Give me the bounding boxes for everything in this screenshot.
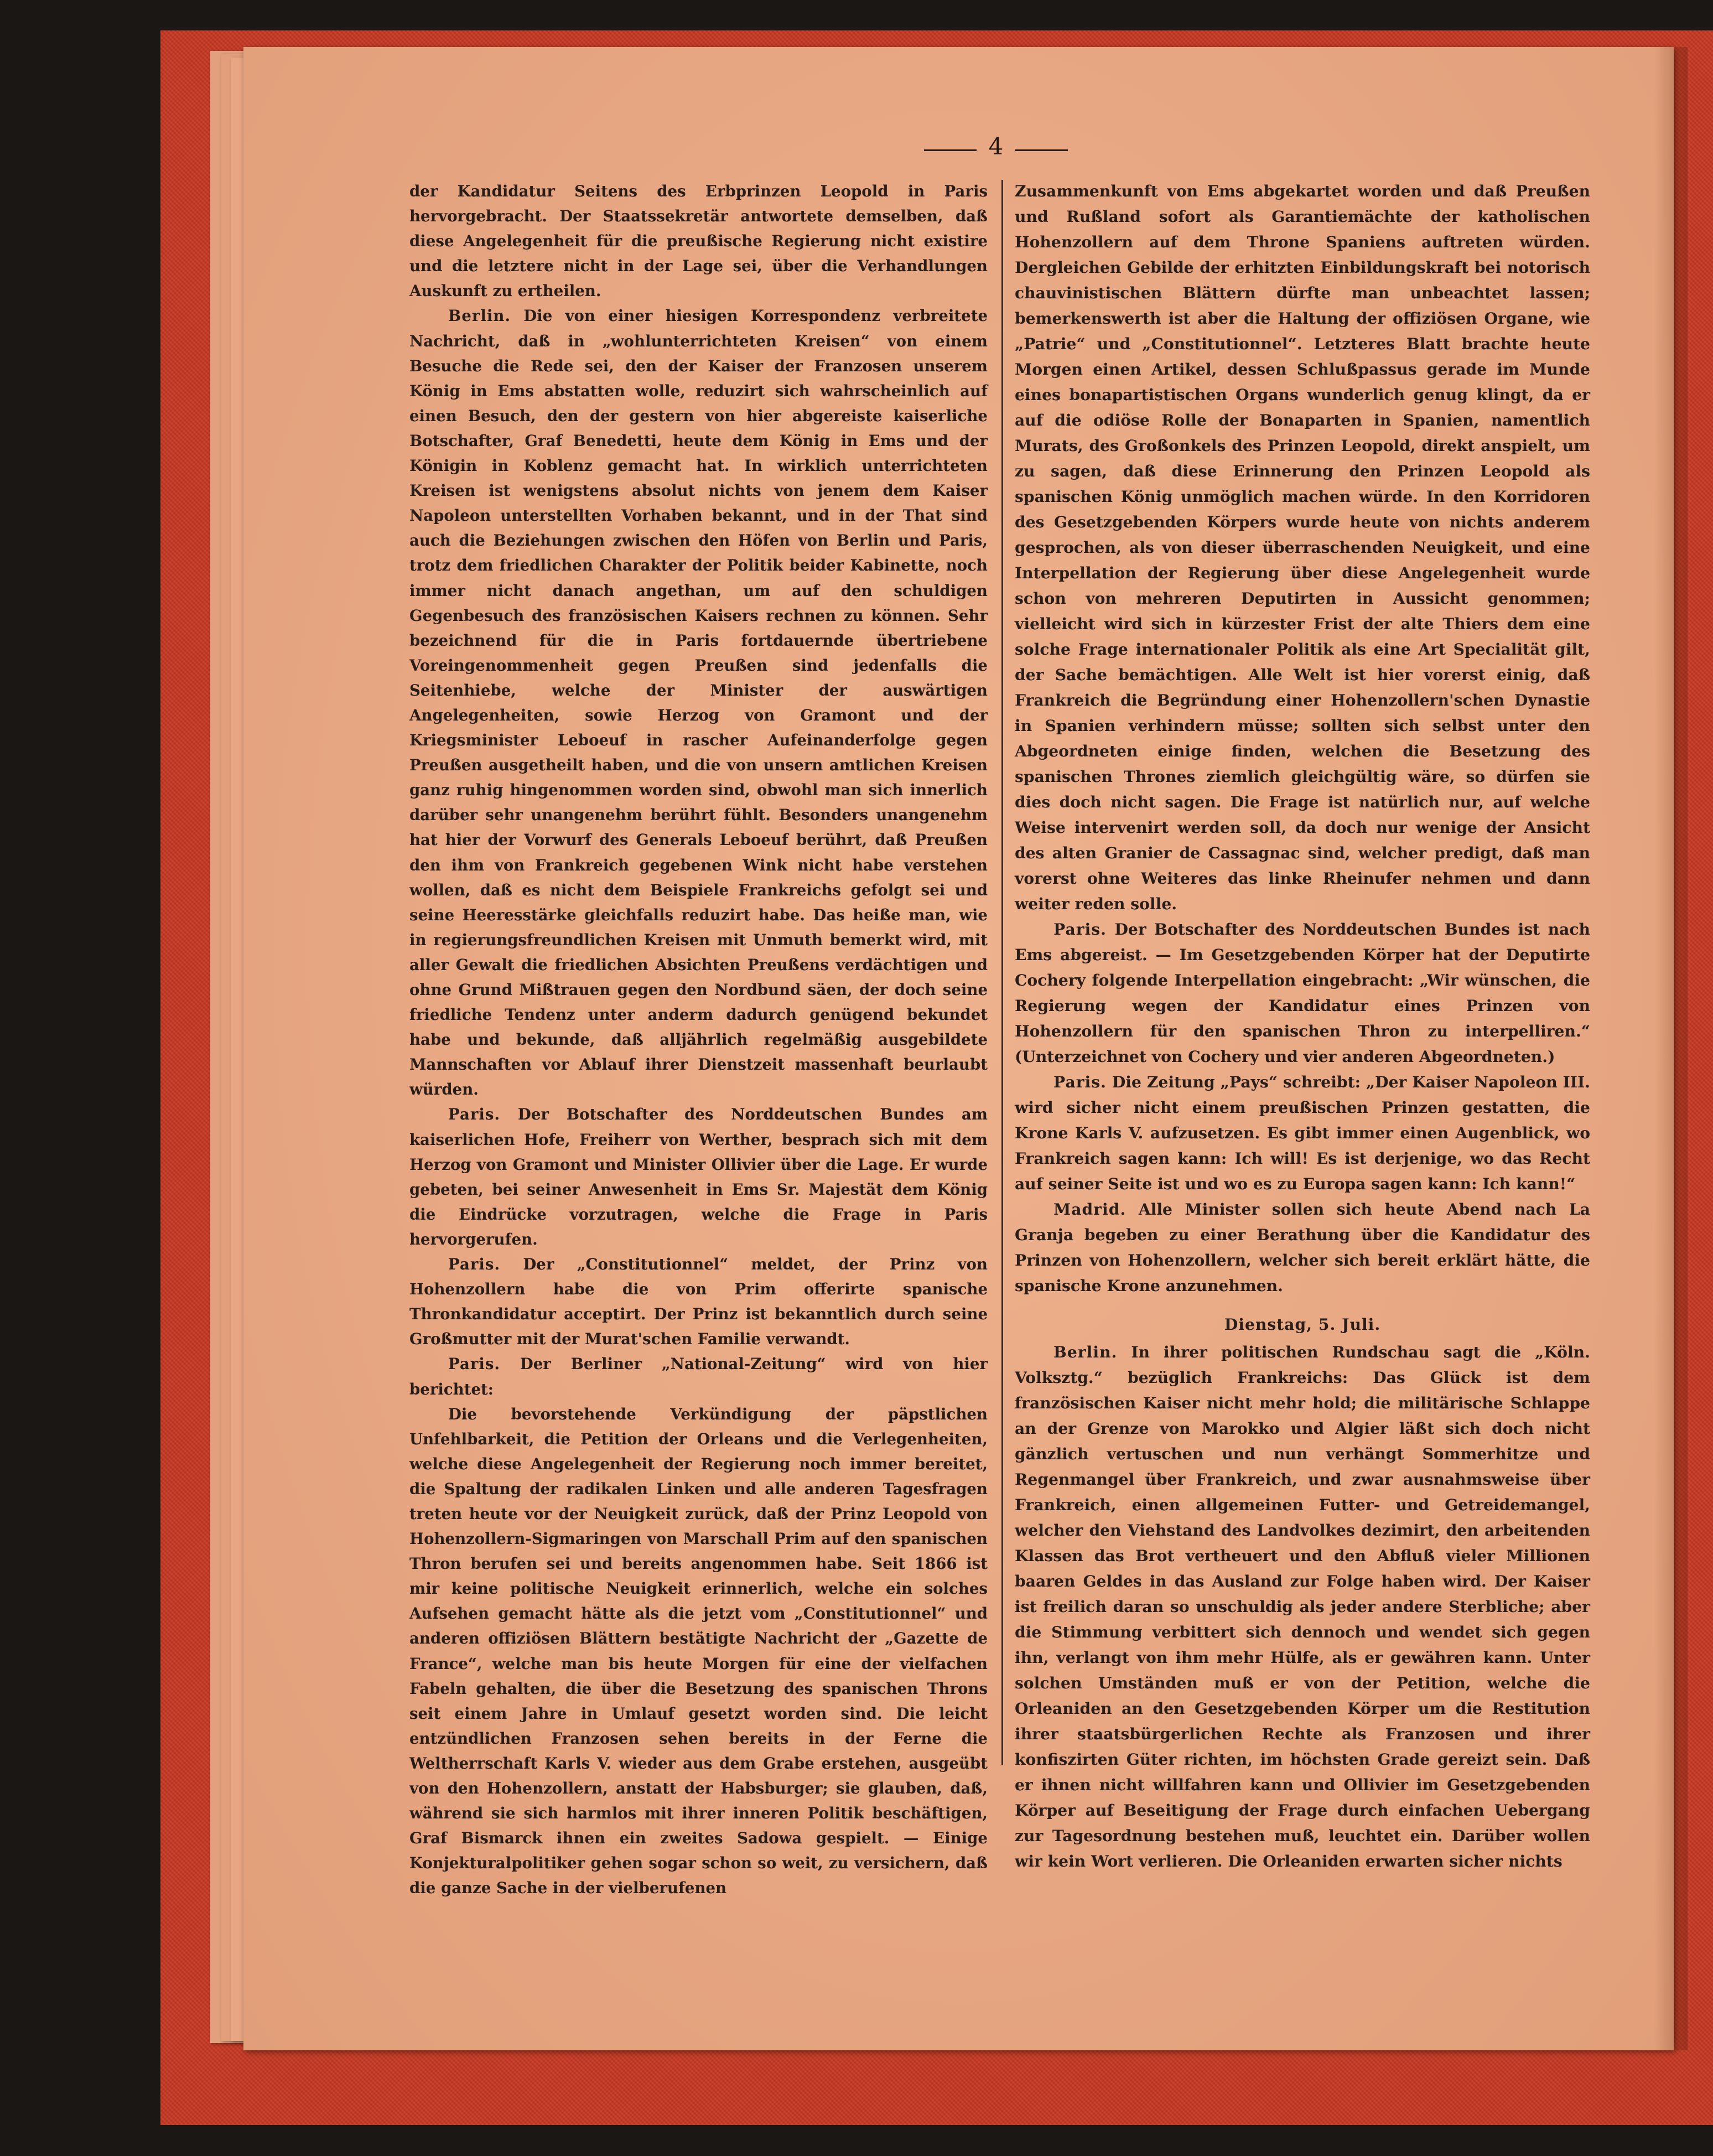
- article-paragraph: [1015, 1340, 1590, 1874]
- dateline: Paris.: [448, 1355, 501, 1374]
- article-text: In ihrer politischen Rundschau sagt die „Köln. Volksztg.“ bezüglich Frankreichs: Das Glück ist dem französischen Kaiser nicht mehr hold; die militärische Schlappe an der Grenze von Marokko und Algier läßt sich doch nicht gänzlich vertuschen und nun verhängt Sommerhitze und Regenmangel über Frankreich, und zwar ausnahmsweise über Frankreich, einen allgemeinen Futter- und Getreidemangel, welcher den Viehstand des Landvolkes dezimirt, den arbeitenden Klassen das Brot vertheuert und den Abfluß vieler Millionen baaren Geldes in das Ausland zur Folge haben wird. Der Kaiser ist freilich daran so unschuldig als jeder andere Sterbliche; aber die Stimmung verbittert sich dennoch und wendet sich gegen ihn, verlangt von ihm mehr Hülfe, als er gewähren kann. Unter solchen Umständen muß er von der Petition, welche die Orleaniden an den Gesetzgebenden Körper um die Restitution ihrer staatsbürgerlichen Rechte als Franzosen und ihrer konfiszirten Güter richten, im höchsten Grade gereizt sein. Daß er ihnen nicht willfahren kann und Ollivier im Gesetzgebenden Körper auf Beseitigung der Frage durch einfachen Uebergang zur Tagesordnung bestehen muß, leuchtet ein. Darüber wollen wir kein Wort verlieren. Die Orleaniden erwarten sicher nichts: [1015, 1343, 1590, 1870]
- article-text: Die Zeitung „Pays“ schreibt: „Der Kaiser Napoleon III. wird sicher nicht einem preußischen Prinzen gestatten, die Krone Karls V. aufzusetzen. Es gibt immer einen Augenblick, wo Frankreich sagen kann: Ich will! Es ist derjenige, wo das Recht auf seiner Seite ist und wo es zu Europa sagen kann: Ich kann!“: [1015, 1073, 1590, 1193]
- column-divider: [1001, 180, 1003, 1765]
- page-gutter-shadow: [1654, 47, 1688, 2050]
- article-text: der Kandidatur Seitens des Erbprinzen Leopold in Paris hervorgebracht. Der Staatssekretär antwortete demselben, daß diese Angelegenheit für die preußische Regierung nicht existire und die letztere nicht in der Lage sei, über die Verhandlungen Auskunft zu ertheilen.: [409, 182, 988, 300]
- header-rule-right: [1015, 149, 1068, 151]
- article-paragraph: [1015, 1070, 1590, 1197]
- page-number: 4: [988, 133, 1004, 160]
- dateline: Paris.: [448, 1105, 501, 1124]
- article-text: Der Botschafter des Norddeutschen Bundes ist nach Ems abgereist. — Im Gesetzgebenden Körper hat der Deputirte Cochery folgende Interpellation eingebracht: „Wir wünschen, die Regierung wegen der Kandidatur eines Prinzen von Hohenzollern für den spanischen Thron zu interpelliren.“ (Unterzeichnet von Cochery und vier anderen Abgeordneten.): [1015, 920, 1590, 1066]
- article-text: Alle Minister sollen sich heute Abend nach La Granja begeben zu einer Berathung über die Kandidatur des Prinzen von Hohenzollern, welcher sich bereit erklärt hätte, die spanische Krone anzunehmen.: [1015, 1200, 1590, 1295]
- dateline: Berlin.: [448, 307, 511, 325]
- article-paragraph: [409, 179, 988, 303]
- date-heading: Dienstag, 5. Juli.: [1224, 1315, 1381, 1334]
- article-paragraph: [409, 1102, 988, 1252]
- article-paragraph: [1015, 179, 1590, 917]
- article-text: Zusammenkunft von Ems abgekartet worden und daß Preußen und Rußland sofort als Garantiemächte der katholischen Hohenzollern auf dem Throne Spaniens auftreten würden. Dergleichen Gebilde der erhitzten Einbildungskraft bei notorisch chauvinistischen Blättern dürfte man unbeachtet lassen; bemerkenswerth ist aber die Haltung der offiziösen Organe, wie „Patrie“ und „Constitutionnel“. Letzteres Blatt brachte heute Morgen einen Artikel, dessen Schlußpassus gerade im Munde eines bonapartistischen Organs wunderlich genug klingt, da er auf die odiöse Rolle der Bonaparten in Spanien, namentlich Murats, des Großonkels des Prinzen Leopold, direkt anspielt, um zu sagen, daß diese Erinnerung den Prinzen Leopold als spanischen König unmöglich machen würde. In den Korridoren des Gesetzgebenden Körpers wurde heute von nichts anderem gesprochen, als von dieser überraschenden Neuigkeit, und eine Interpellation der Regierung über diese Angelegenheit wurde schon von mehreren Deputirten in Aussicht genommen; vielleicht wird sich in kürzester Frist der alte Thiers dem eine solche Frage internationaler Politik als eine Art Specialität gilt, der Sache bemächtigen. Alle Welt ist hier vorerst einig, daß Frankreich die Begründung einer Hohenzollern'schen Dynastie in Spanien verhindern müsse; sollten sich selbst unter den Abgeordneten einige finden, welchen die Besetzung des spanischen Thrones ziemlich gleichgültig wäre, so dürfen sie dies doch nicht sagen. Die Frage ist natürlich nur, auf welche Weise intervenirt werden soll, da doch nur wenige der Ansicht des alten Granier de Cassagnac sind, welcher predigt, daß man vorerst ohne Weiteres das linke Rheinufer nehmen und dann weiter reden solle.: [1015, 182, 1590, 913]
- right-column: [1015, 179, 1590, 1905]
- article-paragraph: [409, 1252, 988, 1351]
- article-paragraph: [1015, 917, 1590, 1070]
- page-header: [907, 133, 1084, 166]
- article-text: Die von einer hiesigen Korrespondenz verbreitete Nachricht, daß in „wohlunterrichteten Kreisen“ von einem Besuche die Rede sei, den der Kaiser der Franzosen unserem König in Ems abstatten wolle, reduzirt sich wahrscheinlich auf einen Besuch, den der gestern von hier abgereiste kaiserliche Botschafter, Graf Benedetti, heute dem König in Ems und der Königin in Koblenz gemacht hat. In wirklich unterrichteten Kreisen ist wenigstens absolut nichts von jenem dem Kaiser Napoleon unterstellten Vorhaben bekannt, und in der That sind auch die Beziehungen zwischen den Höfen von Berlin und Paris, trotz dem friedlichen Charakter der Politik beider Kabinette, noch immer nicht danach angethan, um auf den schuldigen Gegenbesuch des französischen Kaisers rechnen zu können. Sehr bezeichnend für die in Paris fortdauernde übertriebene Voreingenommenheit gegen Preußen sind jedenfalls die Seitenhiebe, welche der Minister der auswärtigen Angelegenheiten, sowie Herzog von Gramont und der Kriegsminister Leboeuf in rascher Aufeinanderfolge gegen Preußen ausgetheilt haben, und die von unsern amtlichen Kreisen ganz ruhig hingenommen worden sind, obwohl man sich innerlich darüber sehr unangenehm berührt fühlt. Besonders unangenehm hat hier der Vorwurf des Generals Leboeuf berührt, daß Preußen den ihm von Frankreich gegebenen Wink nicht habe verstehen wollen, daß es nicht dem Beispiele Frankreichs gefolgt sei und seine Heeresstärke gleichfalls reduzirt habe. Das heiße man, wie in regierungsfreundlichen Kreisen mit Unmuth bemerkt wird, mit aller Gewalt die friedlichen Absichten Preußens verdächtigen und ohne Grund Mißtrauen gegen den Nordbund säen, der doch seine friedliche Tendenz unter anderm dadurch genügend bekundet habe und bekunde, daß alljährlich regelmäßig ausgebildete Mannschaften vor Ablauf ihrer Dienstzeit massenhaft beurlaubt würden.: [409, 307, 988, 1099]
- dateline: Paris.: [448, 1255, 501, 1274]
- dateline: Berlin.: [1053, 1343, 1118, 1361]
- left-column: [409, 179, 988, 1905]
- article-paragraph: [409, 1351, 988, 1401]
- article-text: Der „Constitutionnel“ meldet, der Prinz von Hohenzollern habe die von Prim offerirte spanische Thronkandidatur acceptirt. Der Prinz ist bekanntlich durch seine Großmutter mit der Murat'schen Familie verwandt.: [409, 1255, 988, 1349]
- article-paragraph: [409, 1402, 988, 1901]
- dateline: Madrid.: [1053, 1200, 1127, 1219]
- dateline: Paris.: [1053, 1073, 1107, 1091]
- article-paragraph: [1015, 1197, 1590, 1299]
- article-paragraph: [409, 303, 988, 1102]
- article-text: Der Berliner „National-Zeitung“ wird von hier berichtet:: [409, 1355, 988, 1398]
- article-text: Die bevorstehende Verkündigung der päpstlichen Unfehlbarkeit, die Petition der Orleans und die Verlegenheiten, welche diese Angelegenheit der Regierung noch immer bereitet, die Spaltung der radikalen Linken und alle anderen Tagesfragen treten heute vor der Neuigkeit zurück, daß der Prinz Leopold von Hohenzollern-Sigmaringen von Marschall Prim auf den spanischen Thron berufen sei und bereits angenommen habe. Seit 1866 ist mir keine politische Neuigkeit erinnerlich, welche ein solches Aufsehen gemacht hätte als die jetzt vom „Constitutionnel“ und anderen offiziösen Blättern bestätigte Nachricht der „Gazette de France“, welche man bis heute Morgen für eine der vielfachen Fabeln gehalten, die über die Besetzung des spanischen Throns seit einem Jahre in Umlauf gesetzt worden sind. Die leicht entzündlichen Franzosen sehen bereits in der Ferne die Weltherrschaft Karls V. wieder aus dem Grabe erstehen, ausgeübt von den Hohenzollern, anstatt der Habsburger; sie glauben, daß, während sie sich harmlos mit ihrer inneren Politik beschäftigen, Graf Bismarck ihnen ein zweites Sadowa gespielt. — Einige Konjekturalpolitiker gehen sogar schon so weit, zu versichern, daß die ganze Sache in der vielberufenen: [409, 1404, 988, 1898]
- article-text: Der Botschafter des Norddeutschen Bundes am kaiserlichen Hofe, Freiherr von Werther, besprach sich mit dem Herzog von Gramont und Minister Ollivier über die Lage. Er wurde gebeten, bei seiner Anwesenheit in Ems Sr. Majestät dem König die Eindrücke vorzutragen, welche die Frage in Paris hervorgerufen.: [409, 1105, 988, 1248]
- dateline: Paris.: [1053, 920, 1107, 939]
